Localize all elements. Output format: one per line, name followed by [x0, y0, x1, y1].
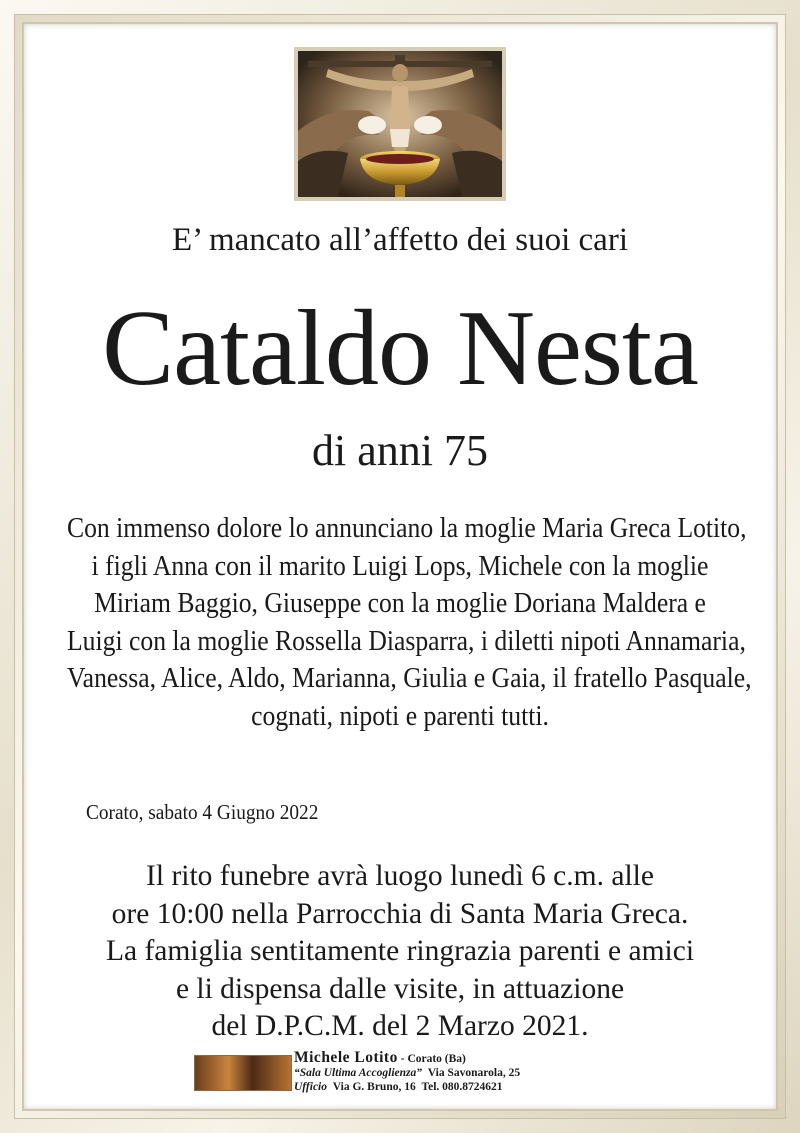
announcement-line: Vanessa, Alice, Aldo, Marianna, Giulia e Gaia, il fratello Pasquale,: [67, 663, 752, 694]
announcement-text: [67, 510, 752, 735]
office-address: Via G. Bruno, 16: [332, 1081, 416, 1093]
phone-number: Tel. 080.8724621: [421, 1081, 503, 1093]
hall-name: “Sala Ultima Accoglienza”: [294, 1067, 422, 1079]
service-line: Il rito funebre avrà luogo lunedì 6 c.m. alle: [146, 860, 654, 892]
deceased-age: di anni 75: [312, 426, 488, 475]
funeral-home-logo: [194, 1055, 292, 1091]
announcement-line: Luigi con la moglie Rossella Diasparra, i diletti nipoti Annamaria,: [67, 625, 746, 657]
announcement-line: Con immenso dolore lo annunciano la moglie Maria Greca Lotito,: [67, 513, 747, 544]
service-line: La famiglia sentitamente ringrazia parenti e amici: [105, 935, 695, 967]
intro-text: E’ mancato all’affetto dei suoi cari: [172, 222, 628, 258]
funeral-service-text: [24, 858, 776, 1046]
funeral-home-footer: [294, 1051, 520, 1094]
service-line: ore 10:00 nella Parrocchia di Santa Maria Greca.: [111, 897, 689, 930]
deceased-name: Cataldo Nesta: [102, 289, 698, 408]
announcement-line: Miriam Baggio, Giuseppe con la moglie Doriana Maldera e: [94, 588, 706, 619]
crucifix-chalice-image: [294, 47, 506, 201]
hall-address: Via Savonarola, 25: [427, 1067, 521, 1079]
funeral-home-city: - Corato (Ba): [397, 1053, 466, 1065]
service-line: e li dispensa dalle visite, in attuazione: [175, 972, 625, 1005]
announcement-line: cognati, nipoti e parenti tutti.: [251, 700, 549, 732]
announcement-line: i figli Anna con il marito Luigi Lops, Michele con la moglie: [91, 550, 709, 582]
funeral-home-name: Michele Lotito: [294, 1049, 398, 1066]
service-line: del D.P.C.M. del 2 Marzo 2021.: [211, 1010, 589, 1042]
office-label: Ufficio: [294, 1081, 328, 1093]
place-date: Corato, sabato 4 Giugno 2022: [86, 800, 319, 824]
